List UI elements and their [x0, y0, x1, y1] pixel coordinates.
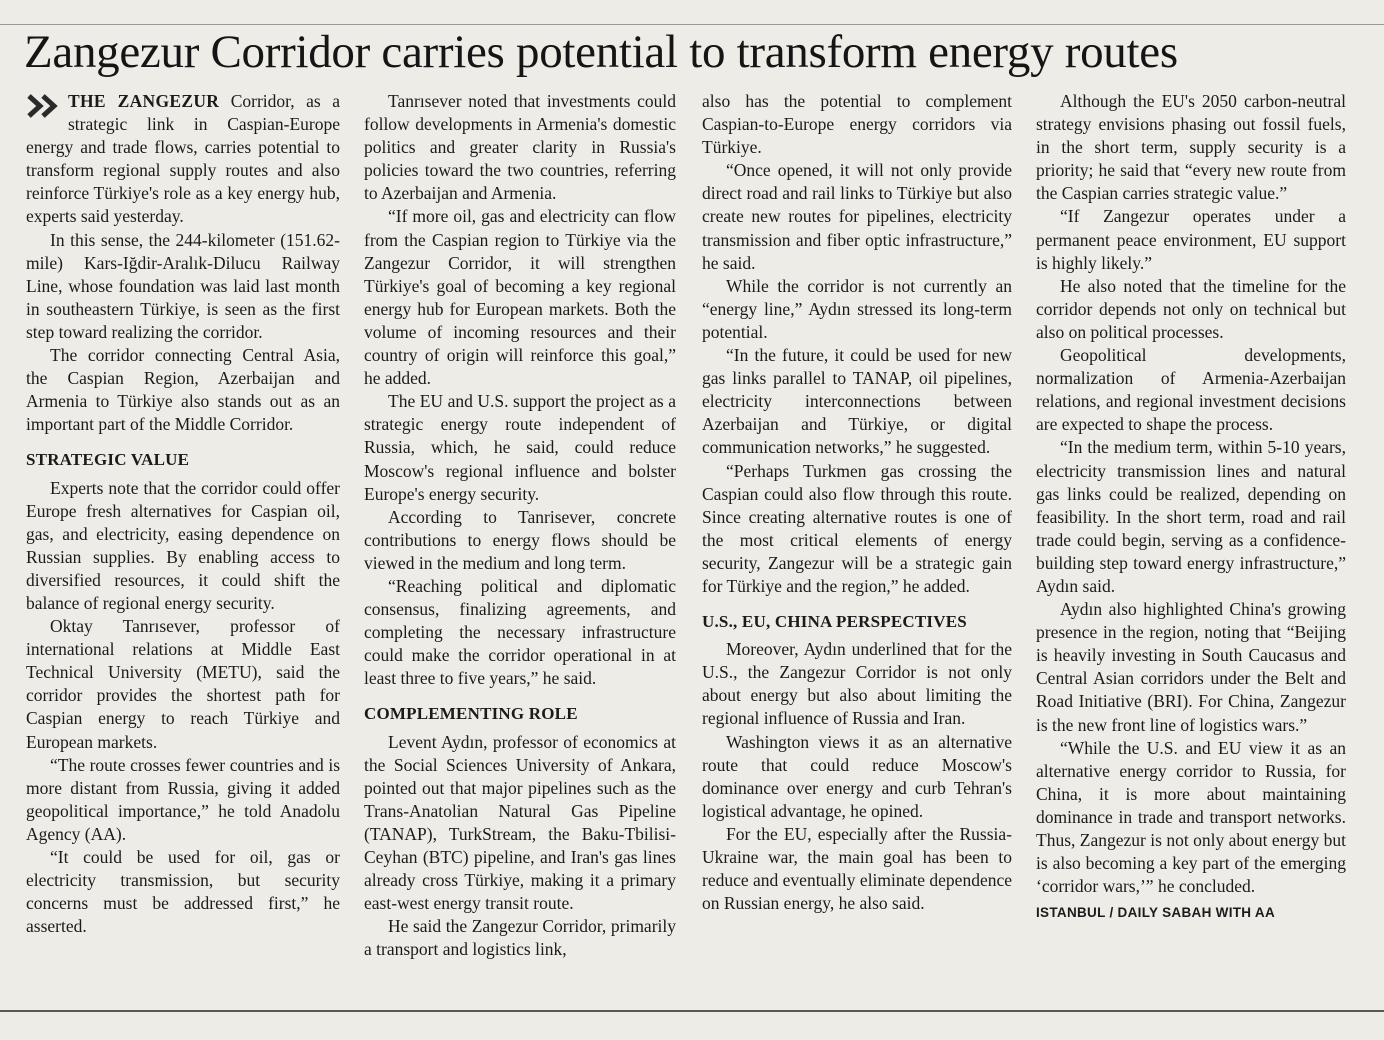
paragraph: “The route crosses fewer countries and is more distant from Russia, giving it added geopolitical importance,” he told Anadolu Agency (AA). — [26, 754, 340, 844]
paragraph: Tanrısever noted that investments could follow developments in Armenia's domestic politics and greater clarity in Russia's policies toward the two countries, referring to Azerbaijan and Armenia. — [364, 91, 676, 204]
paragraph: also has the potential to complement Caspian-to-Europe energy corridors via Türkiye. — [702, 91, 1012, 158]
paragraph: Experts note that the corridor could offer Europe fresh alternatives for Caspian oil, gas, and electricity, easing dependence on Russian supplies. By enabling access to diversified resources, it could shift the balance of regional energy security. — [26, 477, 340, 613]
paragraph: According to Tanrisever, concrete contributions to energy flows should be viewed in the medium and long term. — [364, 506, 676, 573]
paragraph: He also noted that the timeline for the corridor depends not only on technical but also on political processes. — [1036, 275, 1346, 342]
paragraph: “If more oil, gas and electricity can flow from the Caspian region to Türkiye via the Zangezur Corridor, it will strengthen Türkiye's goal of becoming a key regional energy hub for European markets. Both the volume of incoming resources and their country of origin will reinforce this goal,” he added. — [364, 206, 676, 389]
section-heading: STRATEGIC VALUE — [26, 450, 190, 470]
paragraph: Oktay Tanrısever, professor of international relations at Middle East Technical University (METU), said the corridor provides the shortest path for Caspian energy to reach Türkiye and European markets. — [26, 616, 340, 752]
paragraph: “Once opened, it will not only provide direct road and rail links to Türkiye but also create new routes for pipelines, electricity transmission and fiber optic infrastructure,” he said. — [702, 160, 1012, 273]
paragraph: “While the U.S. and EU view it as an alternative energy corridor to Russia, for China, it is more about maintaining dominance in trade and transport networks. Thus, Zangezur is not only about energy but is also becoming a key part of the emerging ‘corridor wars,’” he concluded. — [1036, 737, 1346, 897]
paragraph: Moreover, Aydın underlined that for the U.S., the Zangezur Corridor is not only about energy but also about limiting the regional influence of Russia and Iran. — [702, 639, 1012, 729]
lead-paragraph — [26, 90, 340, 229]
headline: Zangezur Corridor carries potential to transform energy routes — [24, 26, 1178, 78]
byline: ISTANBUL / DAILY SABAH WITH AA — [1036, 905, 1276, 921]
paragraph: Although the EU's 2050 carbon-neutral strategy envisions phasing out fossil fuels, in the short term, supply security is a priority; he said that “every new route from the Caspian carries strategic value.” — [1036, 91, 1346, 204]
lead-kicker: THE ZANGEZUR — [68, 91, 220, 111]
paragraph: The EU and U.S. support the project as a strategic energy route independent of Russia, which, he said, could reduce Moscow's regional influence and bolster Europe's energy security. — [364, 391, 676, 504]
paragraph: “If Zangezur operates under a permanent peace environment, EU support is highly likely.” — [1036, 206, 1346, 273]
paragraph: While the corridor is not currently an “energy line,” Aydın stressed its long-term potential. — [702, 275, 1012, 342]
section-heading: COMPLEMENTING ROLE — [364, 704, 578, 724]
double-chevron-icon — [26, 93, 62, 119]
paragraph: In this sense, the 244-kilometer (151.62-mile) Kars-Iğdir-Aralık-Dilucu Railway Line, whose foundation was laid last month in southeastern Türkiye, is seen as the first step toward realizing the corridor. — [26, 229, 340, 342]
article-column-3 — [702, 90, 1012, 1010]
paragraph: The corridor connecting Central Asia, the Caspian Region, Azerbaijan and Armenia to Türkiye also stands out as an important part of the Middle Corridor. — [26, 345, 340, 435]
paragraph: “Perhaps Turkmen gas crossing the Caspian could also flow through this route. Since creating alternative routes is one of the most critical elements of energy security, Zangezur will be a strategic gain for Türkiye and the region,” he added. — [702, 460, 1012, 596]
paragraph: Levent Aydın, professor of economics at the Social Sciences University of Ankara, pointed out that major pipelines such as the Trans-Anatolian Natural Gas Pipeline (TANAP), TurkStream, the Baku-Tbilisi-Ceyhan (BTC) pipeline, and Iran's gas lines already cross Türkiye, making it a primary east-west energy transit route. — [364, 731, 676, 914]
article-column-1 — [26, 90, 340, 1010]
section-heading: U.S., EU, CHINA PERSPECTIVES — [702, 612, 967, 632]
paragraph: He said the Zangezur Corridor, primarily a transport and logistics link, — [364, 916, 676, 960]
paragraph: “In the medium term, within 5-10 years, electricity transmission lines and natural gas links could be realized, depending on feasibility. In the short term, road and rail trade could begin, serving as a confidence-building step toward energy infrastructure,” Aydın said. — [1036, 437, 1346, 596]
paragraph: Washington views it as an alternative route that could reduce Moscow's dominance over energy and curb Tehran's logistical advantage, he opined. — [702, 731, 1012, 821]
article-column-4 — [1036, 90, 1346, 1010]
paragraph: “In the future, it could be used for new gas links parallel to TANAP, oil pipelines, electricity interconnections between Azerbaijan and Türkiye, or digital communication networks,” he suggested. — [702, 345, 1012, 458]
paragraph: “It could be used for oil, gas or electricity transmission, but security concerns must be addressed first,” he asserted. — [26, 847, 340, 937]
paragraph: Geopolitical developments, normalization of Armenia-Azerbaijan relations, and regional investment decisions are expected to shape the process. — [1036, 345, 1346, 435]
article-column-2 — [364, 90, 676, 1010]
paragraph: Aydın also highlighted China's growing presence in the region, noting that “Beijing is heavily investing in South Caucasus and Central Asian corridors under the Belt and Road Initiative (BRI). For China, Zangezur is the new front line of logistics wars.” — [1036, 599, 1346, 735]
bottom-rule — [0, 1010, 1384, 1012]
paragraph: “Reaching political and diplomatic consensus, finalizing agreements, and completing the necessary infrastructure could make the corridor operational in at least three to five years,” he said. — [364, 575, 676, 689]
paragraph: For the EU, especially after the Russia-Ukraine war, the main goal has been to reduce and eventually eliminate dependence on Russian energy, he also said. — [702, 823, 1012, 914]
lead-text: Corridor, as a strategic link in Caspian-Europe energy and trade flows, carries potential to transform regional supply routes and also reinforce Türkiye's role as a key energy hub, experts said yesterday. — [26, 91, 340, 227]
